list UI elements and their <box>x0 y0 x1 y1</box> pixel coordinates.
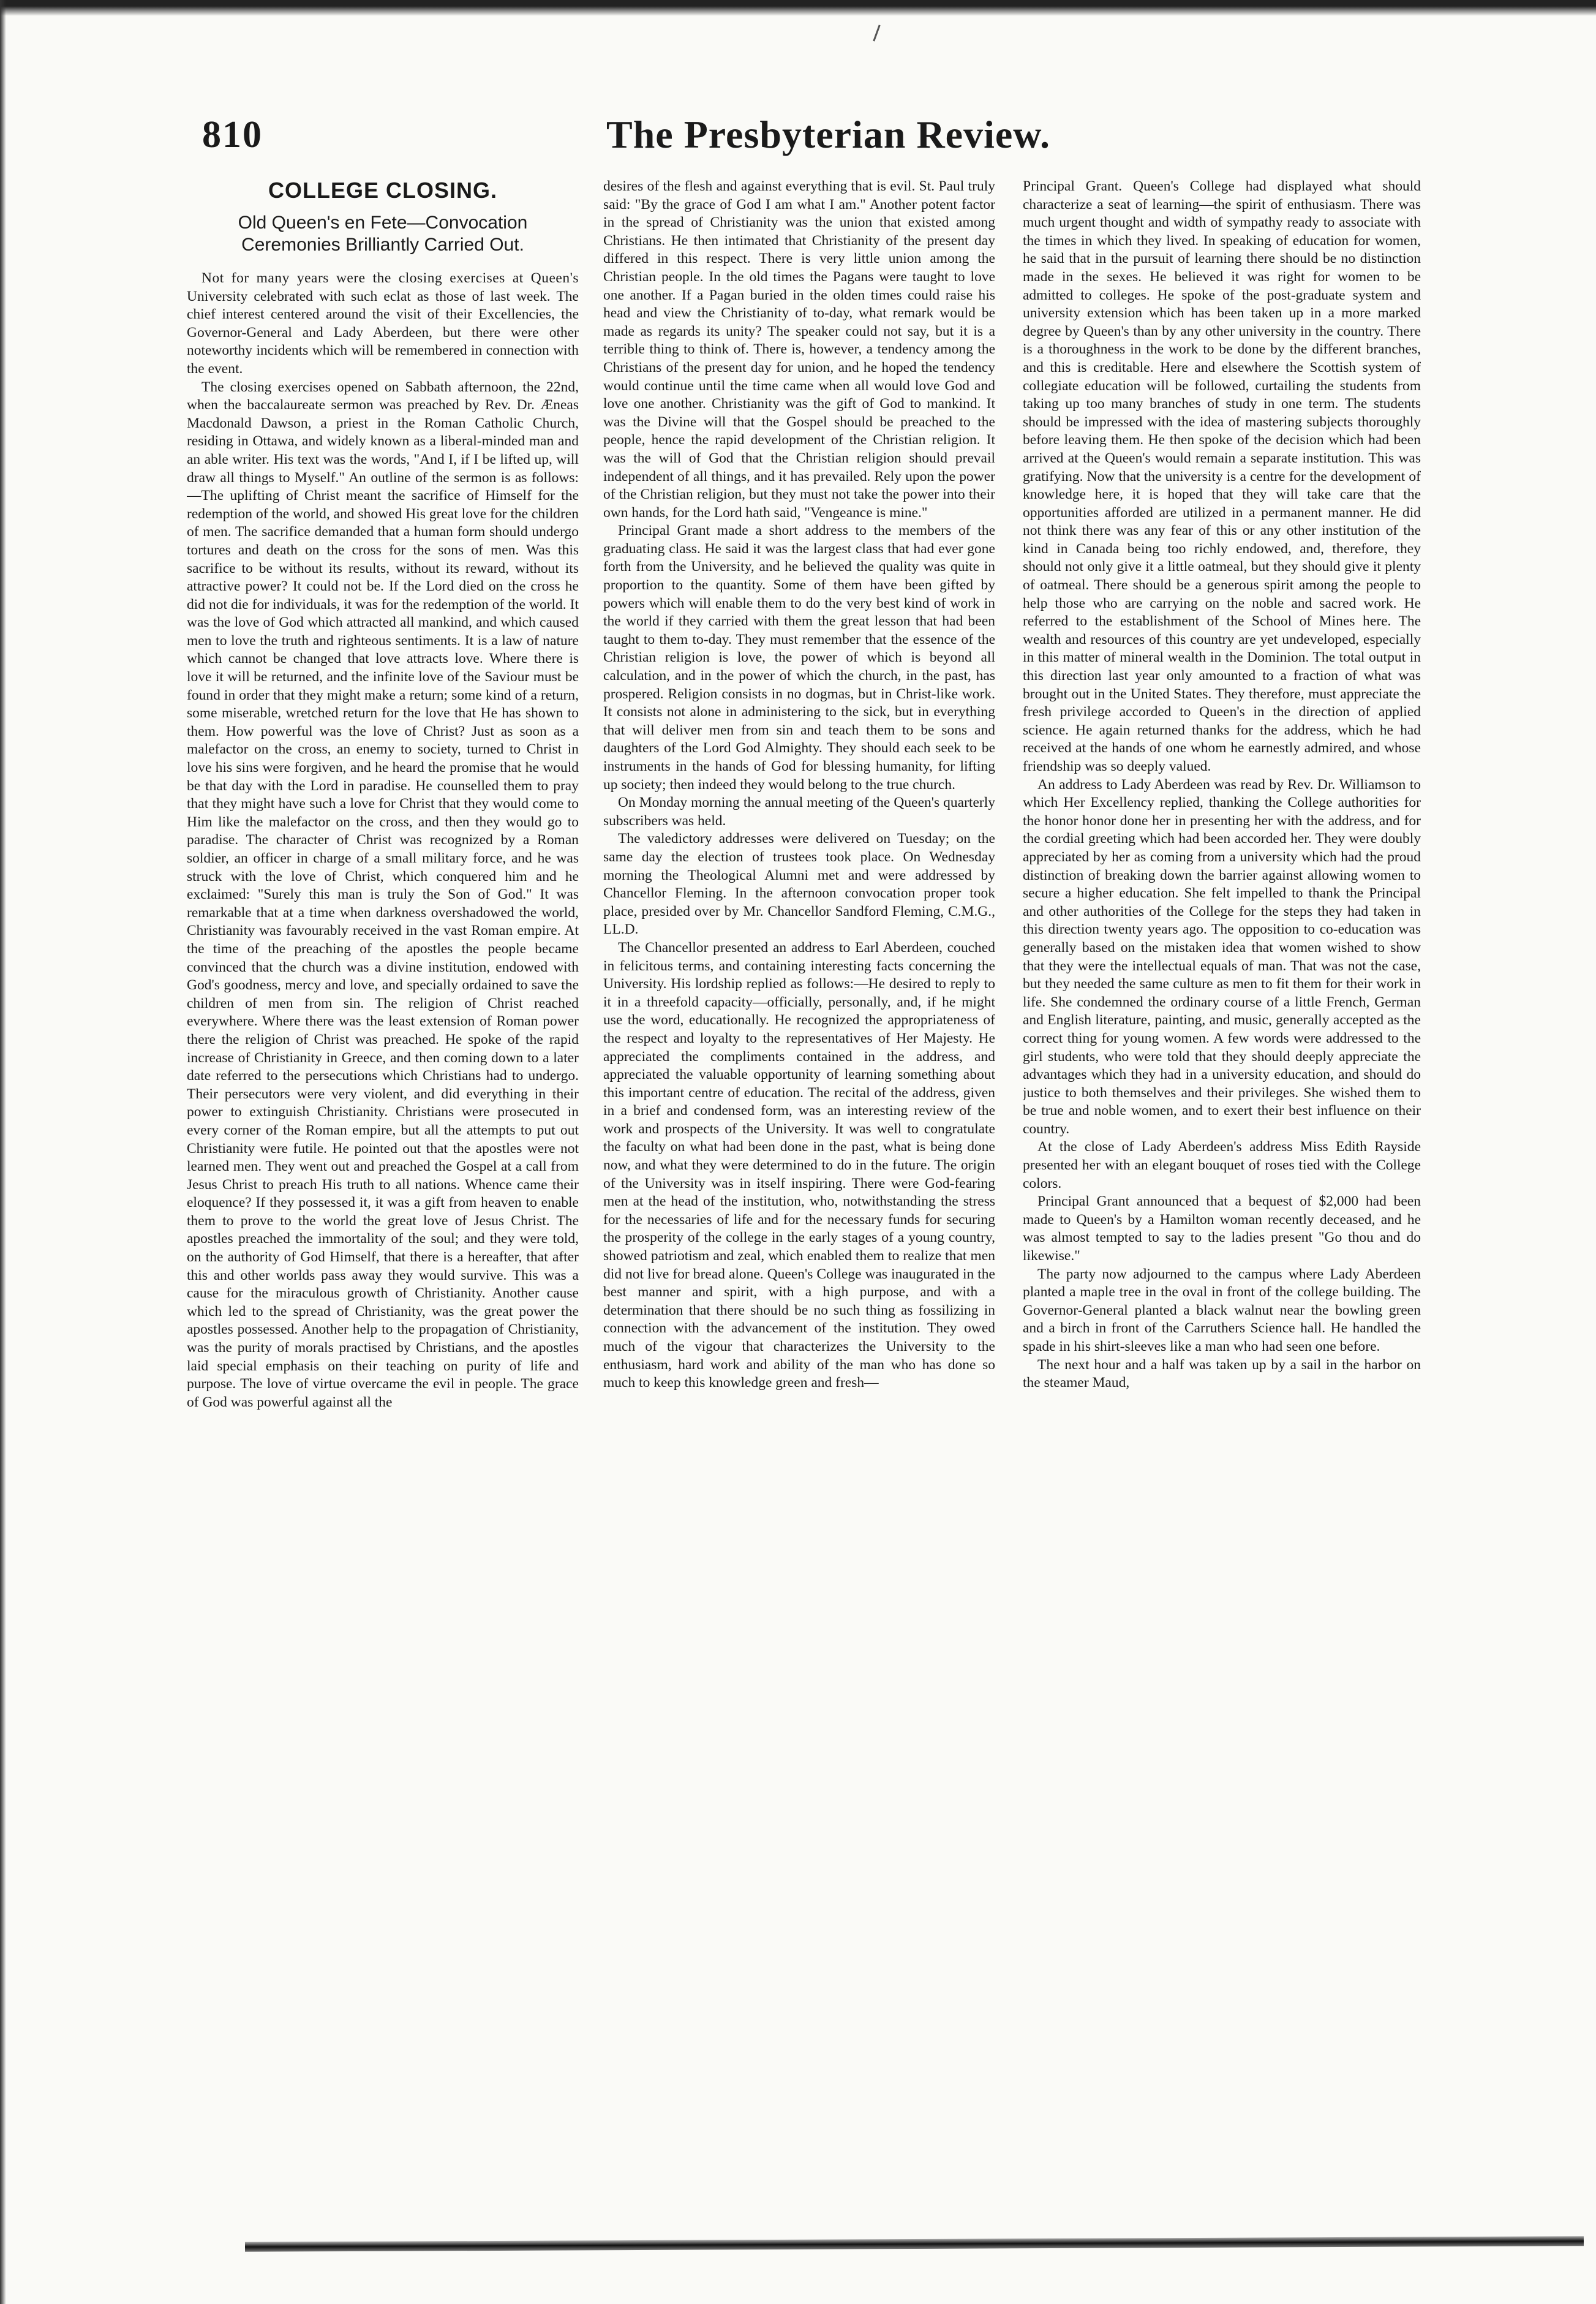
article-paragraph: Principal Grant made a short address to the members of the graduating class. He said it was the largest class that had ever gone forth from the University, and he believed the quality was quite in proportion to the quantity. Some of them have been gifted by powers which will enable them to do the very best kind of work in the world if they carried with them the great lesson that had been taught to them to-day. They must remember that the essence of the Christian religion is love, the power of which is beyond all calculation, and in the power of which the church, in the past, has prospered. Religion consists in no dogmas, but in Christ-like work. It consists not alone in administering to the sick, but in everything that will deliver men from sin and teach them to be sons and daughters of the Lord God Almighty. They should each seek to be instruments in the hands of God for blessing humanity, for lifting up society; then indeed they would belong to the true church. <box>603 523 995 793</box>
journal-title: The Presbyterian Review. <box>606 113 1050 156</box>
scan-mark <box>873 25 880 41</box>
article-paragraph: Principal Grant. Queen's College had displayed what should characterize a seat of learning—the spirit of enthusiasm. There was much urgent thought and width of sympathy ready to associate with the times in which they lived. In speaking of education for women, he said that in the pursuit of learning there should be no distinction made in the sexes. He believed it was right for women to be admitted to colleges. He spoke of the post-graduate system and university extension which has been taken up in a more marked degree by Queen's than by any other university in the country. There is a thoroughness in the work to be done by the different branches, and this is creditable. Here and elsewhere the Scottish system of collegiate education will be followed, curtailing the students from taking up too many branches of study in one term. The students should be impressed with the idea of mastering subjects thoroughly before leaving them. He then spoke of the decision which had been arrived at the Queen's would remain a separate institution. This was gratifying. Now that the university is a centre for the development of knowledge here, it is hoped that they will take care that the opportunities afforded are utilized in a permanent manner. He did not think there was any fear of this or any other institution of the kind in Canada being too richly endowed, and, therefore, they should not only give it a little oatmeal, but they should give it plenty of oatmeal. There should be a generous spirit among the people to help those who are carrying on the noble and sacred work. He referred to the establishment of the School of Mines here. The wealth and resources of this country are yet undeveloped, especially in this matter of mineral wealth in the Dominion. The total output in this direction last year only amounted to a fraction of what was brought out in the United States. They therefore, must appreciate the fresh privilege accorded to Queen's in the direction of applied science. He again returned thanks for the address, which he had received at the hands of one whom he earnestly admired, and whose friendship was so deeply valued. <box>1023 178 1421 774</box>
article-paragraph: The closing exercises opened on Sabbath afternoon, the 22nd, when the baccalaureate sermon was preached by Rev. Dr. Æneas Macdonald Dawson, a priest in the Roman Catholic Church, residing in Ottawa, and widely known as a liberal-minded man and an able writer. His text was the words, "And I, if I be lifted up, will draw all things to Myself." An outline of the sermon is as follows:—The uplifting of Christ meant the sacrifice of Himself for the redemption of the world, and showed His great love for the children of men. The sacrifice demanded that a human form should undergo tortures and death on the cross for the sons of men. Was this sacrifice to be without its results, without its reward, without its attractive power? It could not be. If the Lord died on the cross he did not die for individuals, it was for the redemption of the world. It was the love of God which attracted all mankind, and which caused men to love the truth and righteous sentiments. It is a law of nature which cannot be changed that love attracts love. Where there is love it will be returned, and the infinite love of the Saviour must be found in order that they might make a return; some kind of a return, some miserable, wretched return for the love that He has shown to them. How powerful was the love of Christ? Just as soon as a malefactor on the cross, an enemy to society, turned to Christ in love his sins were forgiven, and he heard the promise that he would be that day with the Lord in paradise. He counselled them to pray that they might have such a love for Christ that they would come to Him like the malefactor on the cross, and then they would go to paradise. The character of Christ was recognized by a Roman soldier, an officer in charge of a small military force, and he was struck with the love of Christ, which conquered him and he exclaimed: "Surely this man is truly the Son of God." It was remarkable that at a time when darkness overshadowed the world, Christianity was favourably received in the vast Roman empire. At the time of the preaching of the apostles the people became convinced that the church was a divine institution, endowed with God's goodness, mercy and love, and specially ordained to save the children of men from sin. The religion of Christ reached everywhere. Where there was the least extension of Roman power there the religion of Christ was preached. He spoke of the rapid increase of Christianity in Greece, and then coming down to a later date referred to the persecutions which Christians had to undergo. Their persecutors were very violent, and did everything in their power to extinguish Christianity. Christians were prosecuted in every corner of the Roman empire, but all the attempts to put out Christianity were futile. He pointed out that the apostles were not learned men. They went out and preached the Gospel at a call from Jesus Christ to preach His truth to all nations. Whence came their eloquence? If they possessed it, it was a gift from heaven to enable them to prove to the world the great love of Jesus Christ. The apostles preached the immortality of the soul; and they were told, on the authority of God Himself, that there is a hereafter, that after this and other worlds pass away they would survive. This was a cause for the miraculous growth of Christianity. Another cause which led to the spread of Christianity, was the great power the apostles possessed. Another help to the propagation of Christianity, was the purity of morals practised by Christians, and the apostles laid special emphasis on their teaching on purity of life and purpose. The love of virtue overcame the evil in people. The grace of God was powerful against all the <box>187 379 579 1410</box>
article-headline: COLLEGE CLOSING. <box>268 178 497 203</box>
article-paragraph: The valedictory addresses were delivered on Tuesday; on the same day the election of trustees took place. On Wednesday morning the Theological Alumni met and were addressed by Chancellor Fleming. In the afternoon convocation proper took place, presided over by Mr. Chancellor Sandford Fleming, C.M.G., LL.D. <box>603 831 995 938</box>
article-subhead: Old Queen's en Fete—Convocation Ceremonies Brilliantly Carried Out. <box>238 213 528 255</box>
article-column-1 <box>187 178 579 2175</box>
article-paragraph: The next hour and a half was taken up by a sail in the harbor on the steamer Maud, <box>1023 1356 1421 1391</box>
scan-top-edge <box>0 0 1596 16</box>
article-paragraph: At the close of Lady Aberdeen's address Miss Edith Rayside presented her with an elegant bouquet of roses tied with the College colors. <box>1023 1139 1421 1192</box>
scan-left-edge <box>0 0 6 2304</box>
article-paragraph: Principal Grant announced that a bequest of $2,000 had been made to Queen's by a Hamilton woman recently deceased, and he was almost tempted to say to the ladies present "Go thou and do likewise." <box>1023 1193 1421 1264</box>
article-paragraph: An address to Lady Aberdeen was read by Rev. Dr. Williamson to which Her Excellency replied, thanking the College authorities for the honor honor done her in presenting her with the address, and for the cordial greeting which had been accorded her. They were doubly appreciated by her as coming from a university which had the proud distinction of breaking down the barrier against allowing women to secure a higher education. She felt impelled to thank the Principal and other authorities of the College for the steps they had taken in this direction twenty years ago. The opposition to co-education was generally based on the mistaken idea that women wished to show that they were the intellectual equals of man. That was not the case, but they needed the same culture as men to fit them for their work in life. She condemned the ordinary course of a little French, German and English literature, painting, and music, generally accepted as the correct thing for young women. A few words were addressed to the girl students, who were told that they should deeply appreciate the advantages which they had in a university education, and should do justice to both themselves and their privileges. She wished them to be true and noble women, and to exert their best influence on their country. <box>1023 776 1421 1137</box>
article-paragraph: Not for many years were the closing exercises at Queen's University celebrated with such eclat as those of last week. The chief interest centered around the visit of their Excellencies, the Governor-General and Lady Aberdeen, but there were other noteworthy incidents which will be remembered in connection with the event. <box>187 270 579 377</box>
article-paragraph: The Chancellor presented an address to Earl Aberdeen, couched in felicitous terms, and containing interesting facts concerning the University. His lordship replied as follows:—He desired to reply to it in a threefold capacity—officially, personally, and, if he might use the word, educationally. He recognized the appropriateness of the respect and loyalty to the representatives of Her Majesty. He appreciated the compliments contained in the address, and appreciated the valuable opportunity of learning something about this important centre of education. The recital of the address, given in a brief and condensed form, was an interesting review of the work and prospects of the University. It was well to congratulate the faculty on what had been done in the past, what is being done now, and what they were determined to do in the future. The origin of the University was in itself inspiring. There were God-fearing men at the head of the institution, who, notwithstanding the stress for the necessaries of life and for the necessary funds for securing the prosperity of the college in the early stages of a young country, showed patriotism and zeal, which enabled them to realize that men did not live for bread alone. Queen's College was inaugurated in the best manner and spirit, with a high purpose, and with a determination that there should be no such thing as fossilizing in connection with the advancement of the institution. They owed much of the vigour that characterizes the University to the enthusiasm, hard work and ability of the man who has done so much to keep this knowledge green and fresh— <box>603 939 995 1391</box>
article-column-3 <box>1023 178 1421 2175</box>
article-paragraph: On Monday morning the annual meeting of the Queen's quarterly subscribers was held. <box>603 795 995 829</box>
article-column-2 <box>603 178 995 2175</box>
article-paragraph: desires of the flesh and against everything that is evil. St. Paul truly said: "By the grace of God I am what I am." Another potent factor in the spread of Christianity was the union that existed among Christians. He then intimated that Christianity of the present day differed in this respect. There is very little union among the Christian people. In the old times the Pagans were taught to love one another. If a Pagan buried in the olden times could raise his head and view the Christianity of to-day, what remark would be made as regards its unity? The speaker could not say, but it is a terrible thing to think of. There is, however, a tendency among the Christians of the present day for union, and he hoped the tendency would continue until the time came when all would love God and love one another. Christianity was the gift of God to mankind. It was the Divine will that the Gospel should be preached to the people, hence the rapid development of the Christian religion. It was the will of God that the Christian religion should prevail independent of all things, and it has prevailed. Rely upon the power of the Christian religion, but they must not take the power into their own hands, for the Lord hath said, "Vengeance is mine." <box>603 178 995 521</box>
article-paragraph: The party now adjourned to the campus where Lady Aberdeen planted a maple tree in the oval in front of the college building. The Governor-General planted a black walnut near the bowling green and a birch in front of the Carruthers Science hall. He handled the spade in his shirt-sleeves like a man who had seen one before. <box>1023 1266 1421 1354</box>
scan-bottom-edge <box>245 2236 1584 2252</box>
page-number: 810 <box>202 114 263 156</box>
